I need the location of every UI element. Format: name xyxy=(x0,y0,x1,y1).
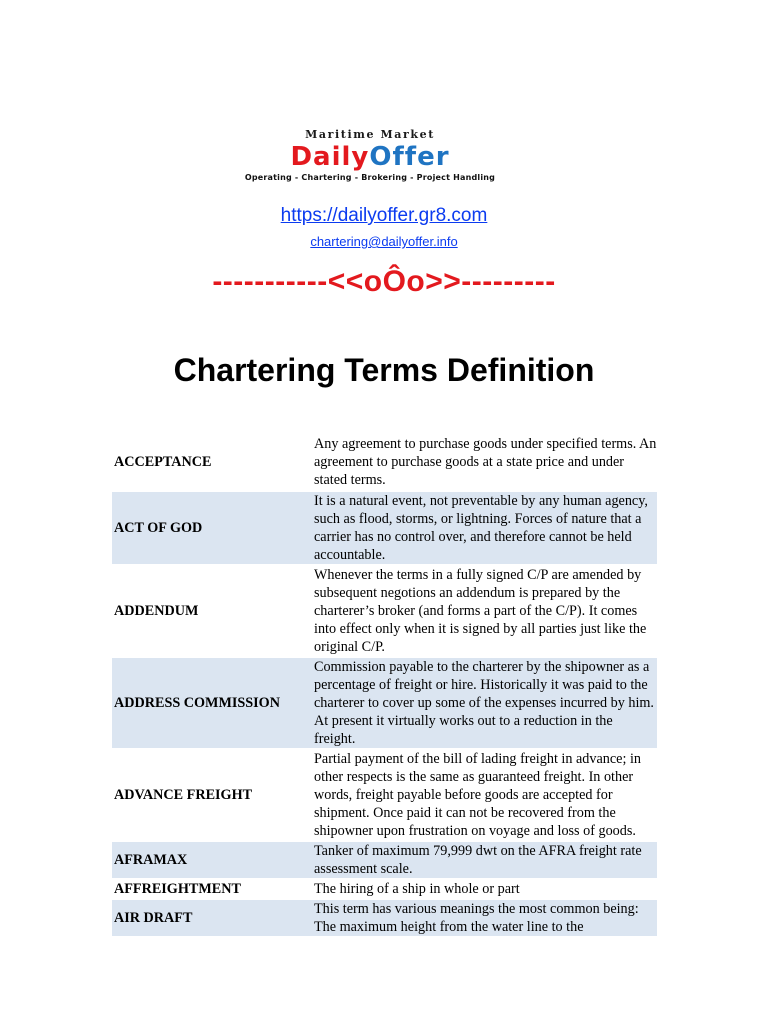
logo-subtitle: Operating - Chartering - Brokering - Project Handling xyxy=(244,173,496,182)
term-name: ADDRESS COMMISSION xyxy=(112,658,312,748)
table-row xyxy=(112,434,657,490)
term-name: ADVANCE FREIGHT xyxy=(114,787,253,803)
logo-wordmark xyxy=(230,142,510,172)
term-name: AFFREIGHTMENT xyxy=(114,881,241,897)
term-definition: This term has various meanings the most common being: The maximum height from the water line to the xyxy=(312,900,657,936)
term-name: ACCEPTANCE xyxy=(114,454,212,470)
term-definition: Tanker of maximum 79,999 dwt on the AFRA freight rate assessment scale. xyxy=(312,842,657,878)
term-name: AIR DRAFT xyxy=(112,900,312,936)
term-definition: It is a natural event, not preventable by any human agency, such as flood, storms, or lightning. Forces of nature that a carrier has no control over, and therefore cannot be held accountable. xyxy=(312,492,657,564)
logo-wordmark-offer: Offer xyxy=(369,142,450,172)
dailyoffer-logo xyxy=(230,128,510,184)
website-link[interactable]: https://dailyoffer.gr8.com xyxy=(280,205,488,226)
table-row xyxy=(112,658,657,748)
logo-wordmark-daily: Daily xyxy=(290,142,370,172)
term-name: ADDENDUM xyxy=(114,603,199,619)
decorative-divider: -----------<<oÔo>>--------- xyxy=(212,265,556,298)
table-row xyxy=(112,750,657,840)
table-row xyxy=(112,842,657,878)
term-definition: Whenever the terms in a fully signed C/P are amended by subsequent negotions an addendum is prepared by the charterer’s broker (and forms a part of the C/P). It comes into effect only when it is signed by all parties just like the original C/P. xyxy=(314,567,647,655)
table-row xyxy=(112,900,657,936)
table-row xyxy=(112,492,657,564)
term-definition: Any agreement to purchase goods under specified terms. An agreement to purchase goods at a state price and under stated terms. xyxy=(314,436,657,488)
term-definition: Commission payable to the charterer by the shipowner as a percentage of freight or hire. Historically it was paid to the charterer to cover up some of the expenses incurred by him. At present it virtually works out to a reduction in the freight. xyxy=(312,658,657,748)
term-name: ACT OF GOD xyxy=(112,492,312,564)
term-definition: The hiring of a ship in whole or part xyxy=(314,881,520,897)
page-title: Chartering Terms Definition xyxy=(173,352,595,388)
logo-top-text: Maritime Market xyxy=(305,128,435,141)
table-row xyxy=(112,566,657,656)
terms-table xyxy=(112,432,657,938)
email-link[interactable]: chartering@dailyoffer.info xyxy=(310,234,458,249)
table-row xyxy=(112,880,657,898)
term-definition: Partial payment of the bill of lading freight in advance; in other respects is the same as guaranteed freight. In other words, freight payable before goods are accepted for shipment. Once paid it can not be recovered from the shipowner upon frustration on voyage and loss of goods. xyxy=(314,751,642,839)
term-name: AFRAMAX xyxy=(112,842,312,878)
